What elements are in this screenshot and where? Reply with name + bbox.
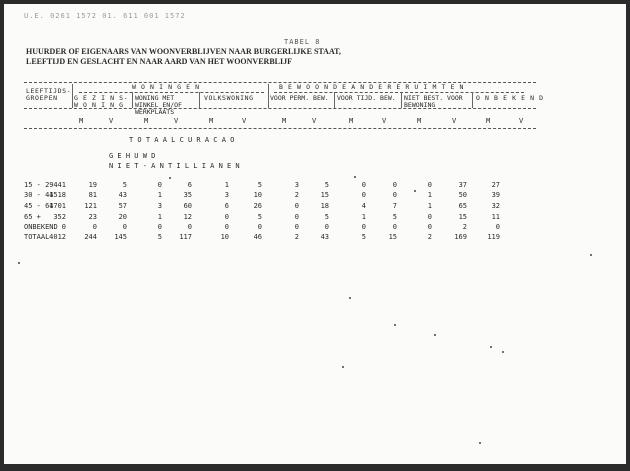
group-title-1: G E H U W D <box>109 152 156 160</box>
table-cell: 35 <box>183 191 192 199</box>
sex-label: M <box>417 117 422 125</box>
table-cell: 15 <box>320 191 329 199</box>
col-age-group: LEEFTIJDS- GROEPEN <box>26 87 72 102</box>
speck <box>434 334 436 336</box>
rule-bottom <box>24 128 536 129</box>
table-cell: 5 <box>361 233 366 241</box>
row-label: 65 + <box>24 213 41 221</box>
table-cell: 15 <box>458 213 467 221</box>
table-cell: 43 <box>320 233 329 241</box>
table-cell: 10 <box>220 233 229 241</box>
table-cell: 2 <box>294 233 299 241</box>
vline-2 <box>132 92 133 108</box>
table-cell: 0 <box>224 223 229 231</box>
table-cell: 27 <box>491 181 500 189</box>
speck <box>414 190 416 192</box>
table-cell: 0 <box>122 223 127 231</box>
table-cell: 5 <box>257 181 262 189</box>
vline-3 <box>199 92 200 108</box>
sex-label: V <box>174 117 179 125</box>
table-cell: 0 <box>294 202 299 210</box>
speck <box>590 254 592 256</box>
row-label: ONBEKEND <box>24 223 58 231</box>
table-cell: 5 <box>157 233 162 241</box>
group-title-2: N I E T - A N T I L L I A N E N <box>109 162 240 170</box>
table-cell: 60 <box>183 202 192 210</box>
table-label: TABEL 8 <box>284 38 321 46</box>
vline-6 <box>401 92 402 108</box>
col-niet-best: NIET BEST. VOOR BEWONING <box>404 94 463 109</box>
table-cell: 169 <box>454 233 467 241</box>
speck <box>354 176 356 178</box>
table-cell: 43 <box>118 191 127 199</box>
table-cell: 0 <box>187 223 192 231</box>
col-woningen: W O N I N G E N <box>132 83 200 91</box>
table-cell: 5 <box>392 213 397 221</box>
table-cell: 0 <box>92 223 97 231</box>
table-cell: 0 <box>361 181 366 189</box>
table-cell: 2 <box>427 233 432 241</box>
table-cell: 1518 <box>49 191 66 199</box>
table-cell: 145 <box>114 233 127 241</box>
table-cell: 6 <box>224 202 229 210</box>
table-cell: 57 <box>118 202 127 210</box>
table-cell: 10 <box>253 191 262 199</box>
speck <box>394 324 396 326</box>
speck <box>490 346 492 348</box>
table-cell: 23 <box>88 213 97 221</box>
table-cell: 5 <box>324 181 329 189</box>
sex-label: V <box>382 117 387 125</box>
table-cell: 0 <box>61 223 66 231</box>
col-meergezin: VOLKSWONING <box>204 94 254 102</box>
table-cell: 1 <box>361 213 366 221</box>
table-cell: 0 <box>224 213 229 221</box>
table-cell: 19 <box>88 181 97 189</box>
table-cell: 11 <box>491 213 500 221</box>
title-line-2: LEEFTIJD EN GESLACHT EN NAAR AARD VAN HET WOONVERBLIJF <box>26 57 292 66</box>
speck <box>342 366 344 368</box>
table-cell: 26 <box>253 202 262 210</box>
col-voor-tijd: VOOR TIJD. BEW. <box>337 94 396 102</box>
vline-4 <box>268 84 269 108</box>
table-cell: 15 <box>388 233 397 241</box>
table-cell: 0 <box>294 223 299 231</box>
speck <box>349 297 351 299</box>
row-label: 15 - 29 <box>24 181 54 189</box>
table-cell: 244 <box>84 233 97 241</box>
sex-label: M <box>282 117 287 125</box>
table-cell: 121 <box>84 202 97 210</box>
table-cell: 6 <box>187 181 192 189</box>
table-cell: 0 <box>392 191 397 199</box>
table-cell: 0 <box>157 223 162 231</box>
table-cell: 0 <box>361 191 366 199</box>
sex-label: V <box>312 117 317 125</box>
table-cell: 117 <box>179 233 192 241</box>
table-cell: 32 <box>491 202 500 210</box>
table-cell: 0 <box>157 181 162 189</box>
sex-label: M <box>349 117 354 125</box>
table-cell: 3 <box>224 191 229 199</box>
table-cell: 3 <box>294 181 299 189</box>
table-cell: 2 <box>294 191 299 199</box>
table-cell: 1 <box>427 191 432 199</box>
header-code: U.E. 0261 1572 01. 611 001 1572 <box>24 12 186 20</box>
row-label: 45 - 64 <box>24 202 54 210</box>
table-cell: 0 <box>361 223 366 231</box>
col-eengezin: G E Z I N S- W O N I N G <box>74 94 129 109</box>
table-cell: 46 <box>253 233 262 241</box>
table-cell: 1 <box>157 213 162 221</box>
sex-label: V <box>109 117 114 125</box>
vline-7 <box>472 92 473 108</box>
sex-label: M <box>79 117 84 125</box>
table-cell: 3 <box>157 202 162 210</box>
table-cell: 39 <box>491 191 500 199</box>
table-cell: 1 <box>224 181 229 189</box>
table-cell: 5 <box>324 213 329 221</box>
sex-label: V <box>519 117 524 125</box>
table-cell: 18 <box>320 202 329 210</box>
vline-5 <box>334 92 335 108</box>
table-cell: 0 <box>324 223 329 231</box>
speck <box>502 351 504 353</box>
col-bewoonde: B E W O O N D E A N D E R E R U I M T E N <box>279 83 465 91</box>
table-cell: 37 <box>458 181 467 189</box>
table-cell: 1701 <box>49 202 66 210</box>
table-cell: 441 <box>53 181 66 189</box>
table-cell: 7 <box>392 202 397 210</box>
table-cell: 1 <box>427 202 432 210</box>
row-label: TOTAAL <box>24 233 50 241</box>
table-cell: 0 <box>427 223 432 231</box>
table-cell: 0 <box>257 223 262 231</box>
table-cell: 0 <box>427 181 432 189</box>
col-onbekend: O N B E K E N D <box>476 94 544 102</box>
table-cell: 4012 <box>49 233 66 241</box>
sex-label: V <box>242 117 247 125</box>
table-cell: 65 <box>458 202 467 210</box>
table-cell: 1 <box>157 191 162 199</box>
section-title: T O T A A L C U R A C A O <box>129 136 235 144</box>
col-voor-perm: VOOR PERM. BEW. <box>270 94 329 102</box>
col-woning-met: WONING MET WINKEL EN/OF WERKPLAATS <box>135 94 182 116</box>
table-cell: 0 <box>294 213 299 221</box>
table-cell: 12 <box>183 213 192 221</box>
table-cell: 0 <box>495 223 500 231</box>
speck <box>479 442 481 444</box>
sex-label: M <box>144 117 149 125</box>
table-cell: 5 <box>122 181 127 189</box>
speck <box>169 177 171 179</box>
table-cell: 119 <box>487 233 500 241</box>
table-cell: 81 <box>88 191 97 199</box>
table-cell: 0 <box>392 223 397 231</box>
table-cell: 50 <box>458 191 467 199</box>
table-cell: 352 <box>53 213 66 221</box>
document-page <box>4 4 626 464</box>
table-cell: 2 <box>462 223 467 231</box>
row-label: 30 - 44 <box>24 191 54 199</box>
table-cell: 4 <box>361 202 366 210</box>
sex-label: V <box>452 117 457 125</box>
vline-1 <box>72 84 73 108</box>
rule-bewoonde <box>274 92 524 93</box>
table-cell: 0 <box>392 181 397 189</box>
table-cell: 5 <box>257 213 262 221</box>
table-cell: 20 <box>118 213 127 221</box>
title-line-1: HUURDER OF EIGENAARS VAN WOONVERBLIJVEN NAAR BURGERLIJKE STAAT, <box>26 47 341 56</box>
sex-label: M <box>209 117 214 125</box>
speck <box>18 262 20 264</box>
rule-woningen <box>79 92 264 93</box>
table-cell: 0 <box>427 213 432 221</box>
sex-label: M <box>486 117 491 125</box>
